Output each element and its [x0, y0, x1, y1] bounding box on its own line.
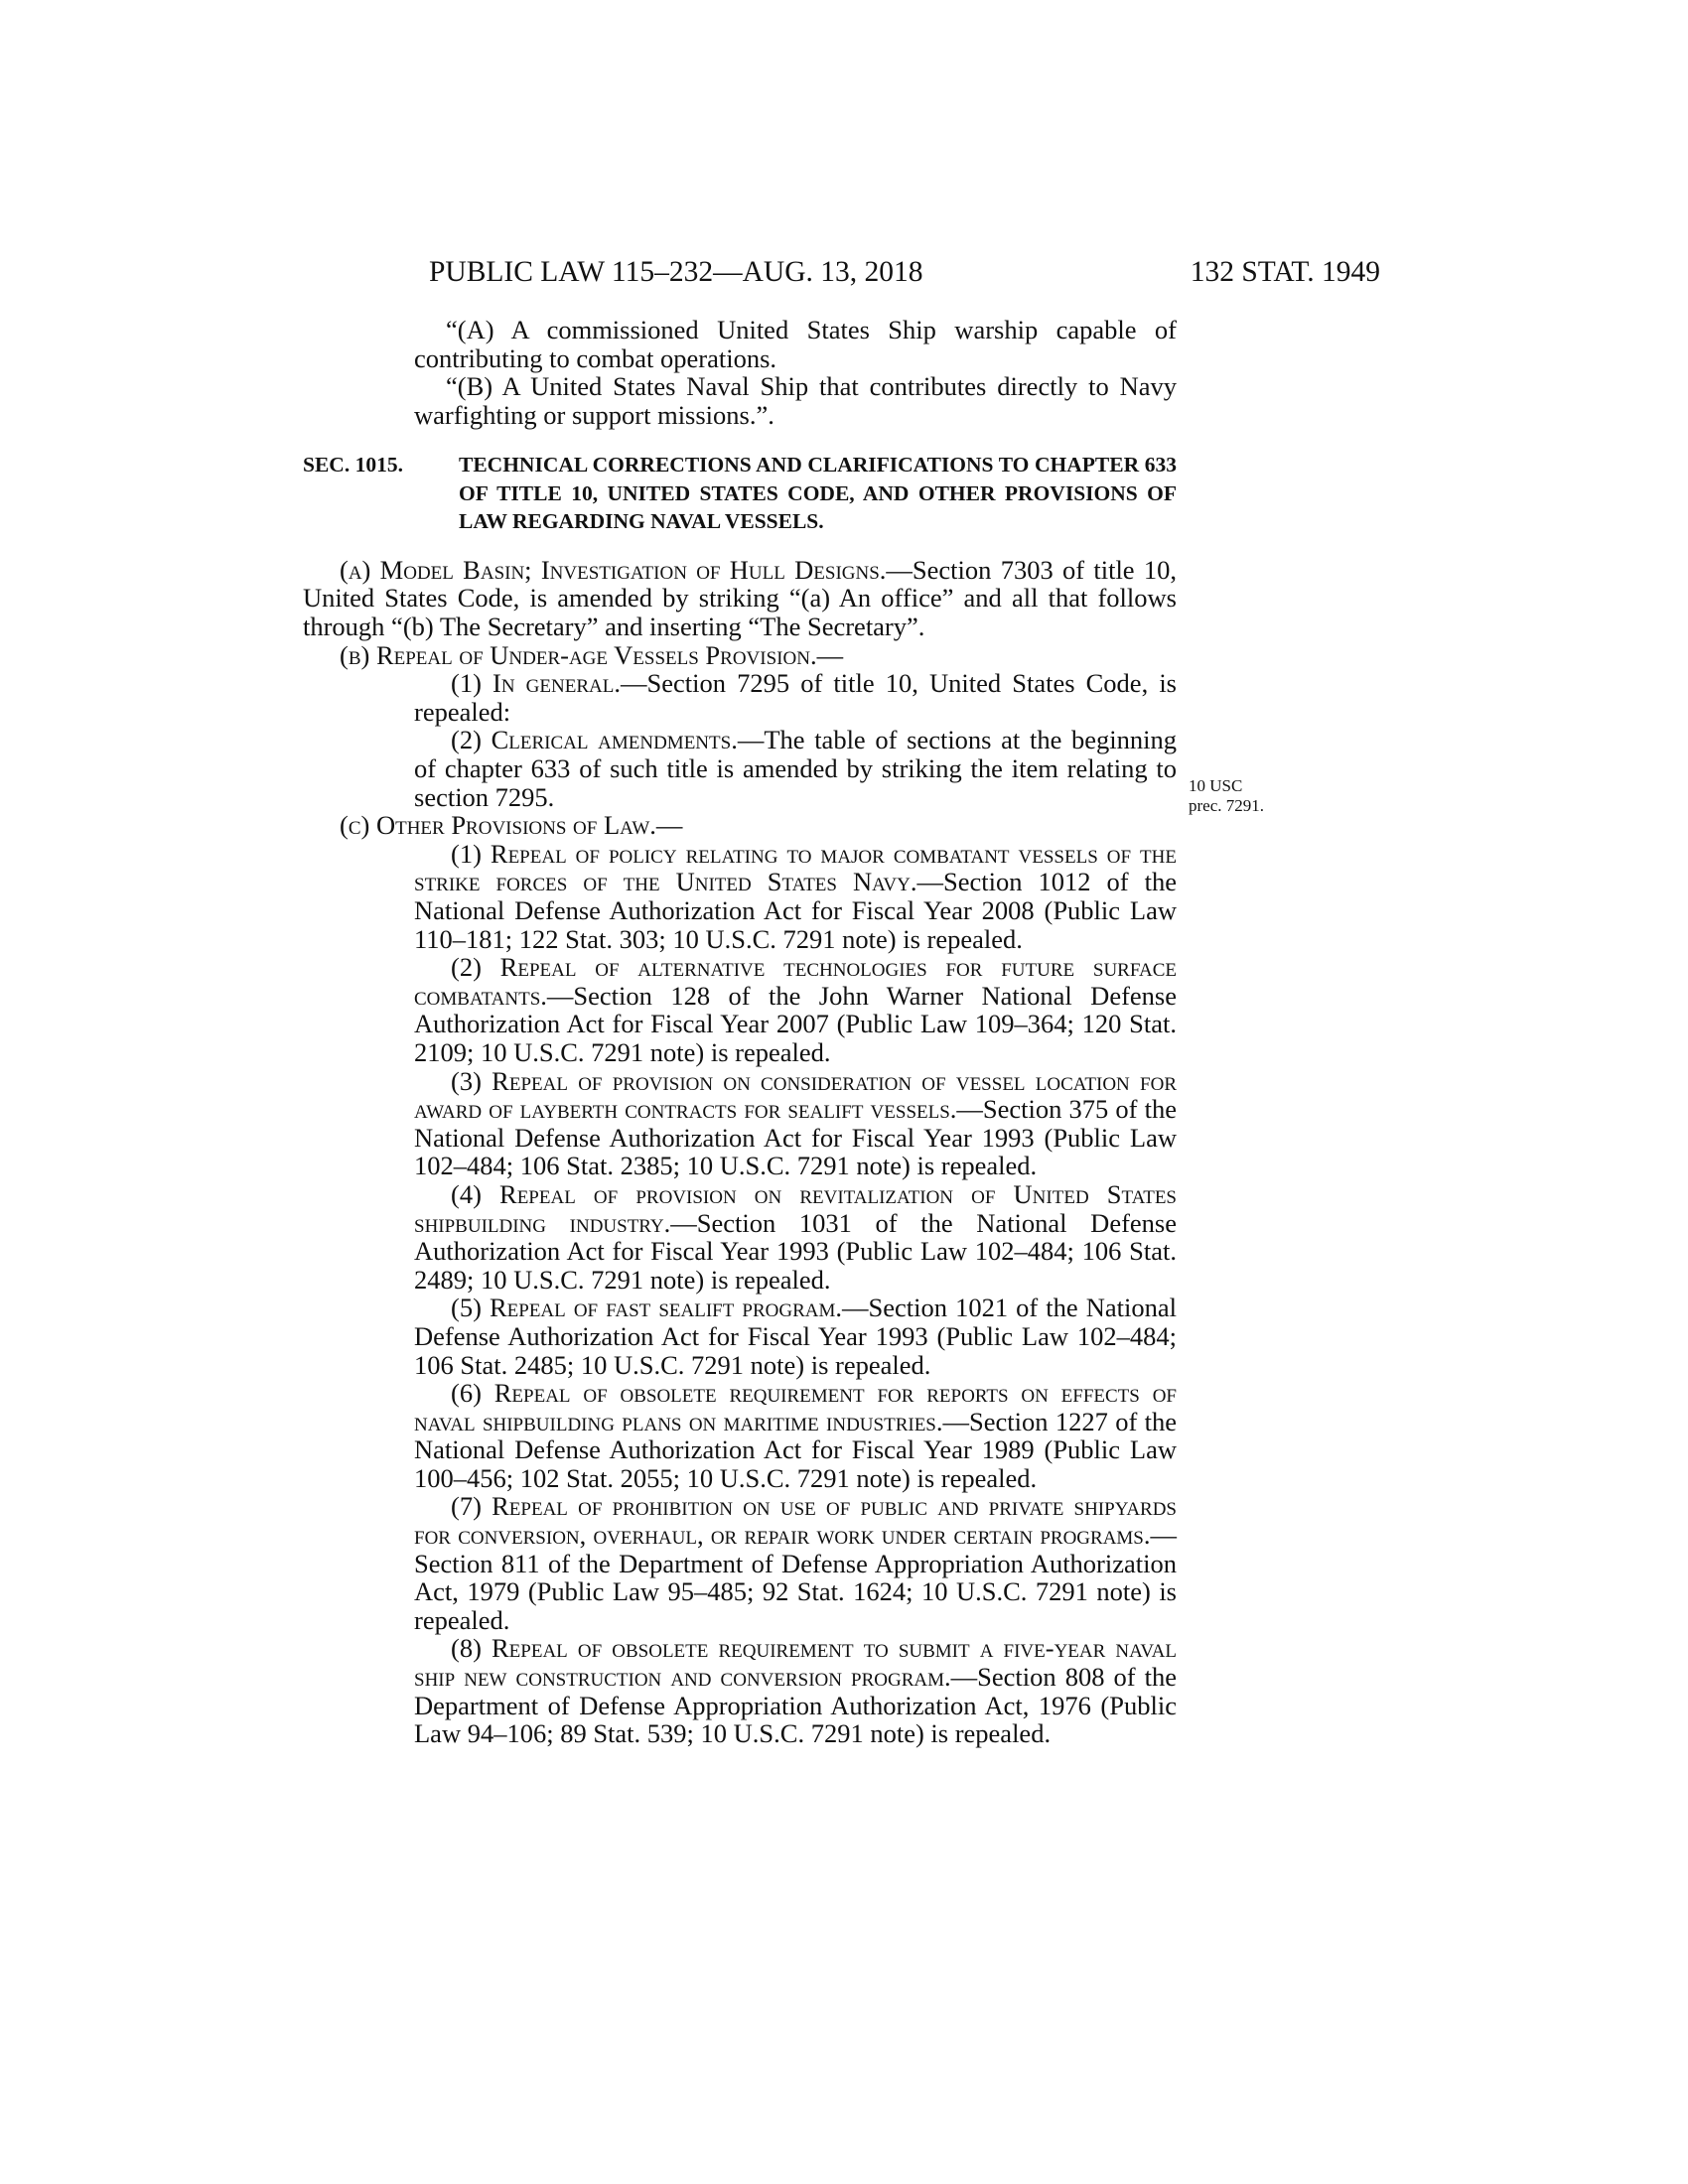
paragraph-heading: (6) Repeal of obsolete requirement for reports on effects of naval shipbuilding plans on maritime industries.—: [414, 1378, 1177, 1436]
paragraph-text: Section 811 of the Department of Defense Appropriation Authorization Act, 1979 (Public Law 95–485; 92 Stat. 1624; 10 U.S.C. 7291 note) is repealed.: [414, 1548, 1177, 1635]
subsection-c-paragraphs: [303, 840, 1177, 1748]
section-number: SEC. 1015.: [303, 453, 403, 478]
subsection-text: Section 7303 of title 10, United States Code, is amended by striking “(a) An office” and all that follows through “(b) The Secretary” and inserting “The Secretary”.: [303, 554, 1177, 642]
subsection-c-heading: [303, 811, 1177, 840]
paragraph-text: Section 1021 of the National Defense Authorization Act for Fiscal Year 1993 (Public Law 102–484; 106 Stat. 2485; 10 U.S.C. 7291 note) is repealed.: [414, 1293, 1177, 1380]
paragraph-heading: (4) Repeal of provision on revitalization of United States shipbuilding industry.—: [414, 1178, 1177, 1238]
subsection-heading: (a) Model Basin; Investigation of Hull Designs.—: [340, 554, 913, 585]
paragraph: [414, 1180, 1177, 1294]
subsection-b-paragraphs: [303, 669, 1177, 811]
subsection-heading: (c) Other Provisions of Law.—: [340, 810, 683, 841]
paragraph: [414, 726, 1177, 811]
paragraph-text: Section 1031 of the National Defense Authorization Act for Fiscal Year 1993 (Public Law 102–484; 106 Stat. 2489; 10 U.S.C. 7291 note) is repealed.: [414, 1207, 1177, 1295]
stat-page-number: 132 STAT. 1949: [1190, 256, 1380, 288]
paragraph: [414, 1379, 1177, 1492]
paragraph-text: The table of sections at the beginning of chapter 633 of such title is amended by striking the item relating to section 7295.: [414, 725, 1177, 812]
paragraph-text: Section 128 of the John Warner National Defense Authorization Act for Fiscal Year 2007 (Public Law 109–364; 120 Stat. 2109; 10 U.S.C. 7291 note) is repealed.: [414, 980, 1177, 1067]
paragraph: [414, 1067, 1177, 1180]
running-header: [429, 252, 1380, 292]
paragraph-text: Section 1227 of the National Defense Authorization Act for Fiscal Year 1989 (Public Law 100–456; 102 Stat. 2055; 10 U.S.C. 7291 note) is repealed.: [414, 1406, 1177, 1493]
paragraph-heading: (2) Clerical amendments.—: [451, 725, 765, 755]
paragraph-heading: (2) Repeal of alternative technologies for future surface combatants.—: [414, 952, 1177, 1011]
paragraph-heading: (5) Repeal of fast sealift program.—: [451, 1293, 869, 1323]
paragraph: [414, 953, 1177, 1066]
quoted-item-b: “(B) A United States Naval Ship that contributes directly to Navy warfighting or support missions.”.: [414, 371, 1177, 430]
margin-note: [1189, 776, 1328, 816]
document-body: [303, 316, 1177, 1748]
subsection-a: [303, 556, 1177, 641]
paragraph: [414, 1634, 1177, 1747]
subsection-b-heading: [303, 641, 1177, 670]
paragraph: [414, 840, 1177, 953]
paragraph-heading: (1) Repeal of policy relating to major combatant vessels of the strike forces of the United States Navy.—: [414, 838, 1177, 897]
paragraph: [414, 1492, 1177, 1634]
subsection-heading: (b) Repeal of Under-age Vessels Provision.—: [340, 639, 844, 670]
paragraph-text: Section 1012 of the National Defense Authorization Act for Fiscal Year 2008 (Public Law 110–181; 122 Stat. 303; 10 U.S.C. 7291 note) is repealed.: [414, 867, 1178, 954]
paragraph-heading: (1) In general.—: [451, 668, 647, 699]
paragraph-text: Section 375 of the National Defense Authorization Act for Fiscal Year 1993 (Public Law 102–484; 106 Stat. 2385; 10 U.S.C. 7291 note) is repealed.: [414, 1094, 1177, 1181]
section-heading: [303, 451, 1177, 536]
quoted-paragraph: [303, 316, 1177, 429]
paragraph-heading: (3) Repeal of provision on consideration of vessel location for award of layberth contracts for sealift vessels.—: [414, 1065, 1177, 1125]
public-law-citation: PUBLIC LAW 115–232—AUG. 13, 2018: [429, 256, 923, 288]
paragraph-heading: (7) Repeal of prohibition on use of public and private shipyards for conversion, overhaul, or repair work under certain programs.—: [414, 1491, 1177, 1551]
paragraph-text: Section 808 of the Department of Defense Appropriation Authorization Act, 1976 (Public Law 94–106; 89 Stat. 539; 10 U.S.C. 7291 note) is repealed.: [414, 1662, 1178, 1749]
paragraph-text: Section 7295 of title 10, United States Code, is repealed:: [414, 668, 1177, 727]
section-title: TECHNICAL CORRECTIONS AND CLARIFICATIONS TO CHAPTER 633 OF TITLE 10, UNITED STATES CODE, AND OTHER PROVISIONS OF LAW REGARDING NAVAL VESSELS.: [459, 453, 1177, 534]
paragraph-heading: (8) Repeal of obsolete requirement to submit a five-year naval ship new construction and conversion program.—: [414, 1633, 1177, 1693]
paragraph: [414, 1294, 1177, 1379]
margin-note-line: 10 USC: [1189, 776, 1243, 795]
quoted-item-a: “(A) A commissioned United States Ship warship capable of contributing to combat operations.: [414, 315, 1177, 373]
margin-note-line: prec. 7291.: [1189, 796, 1265, 815]
paragraph: [414, 669, 1177, 726]
